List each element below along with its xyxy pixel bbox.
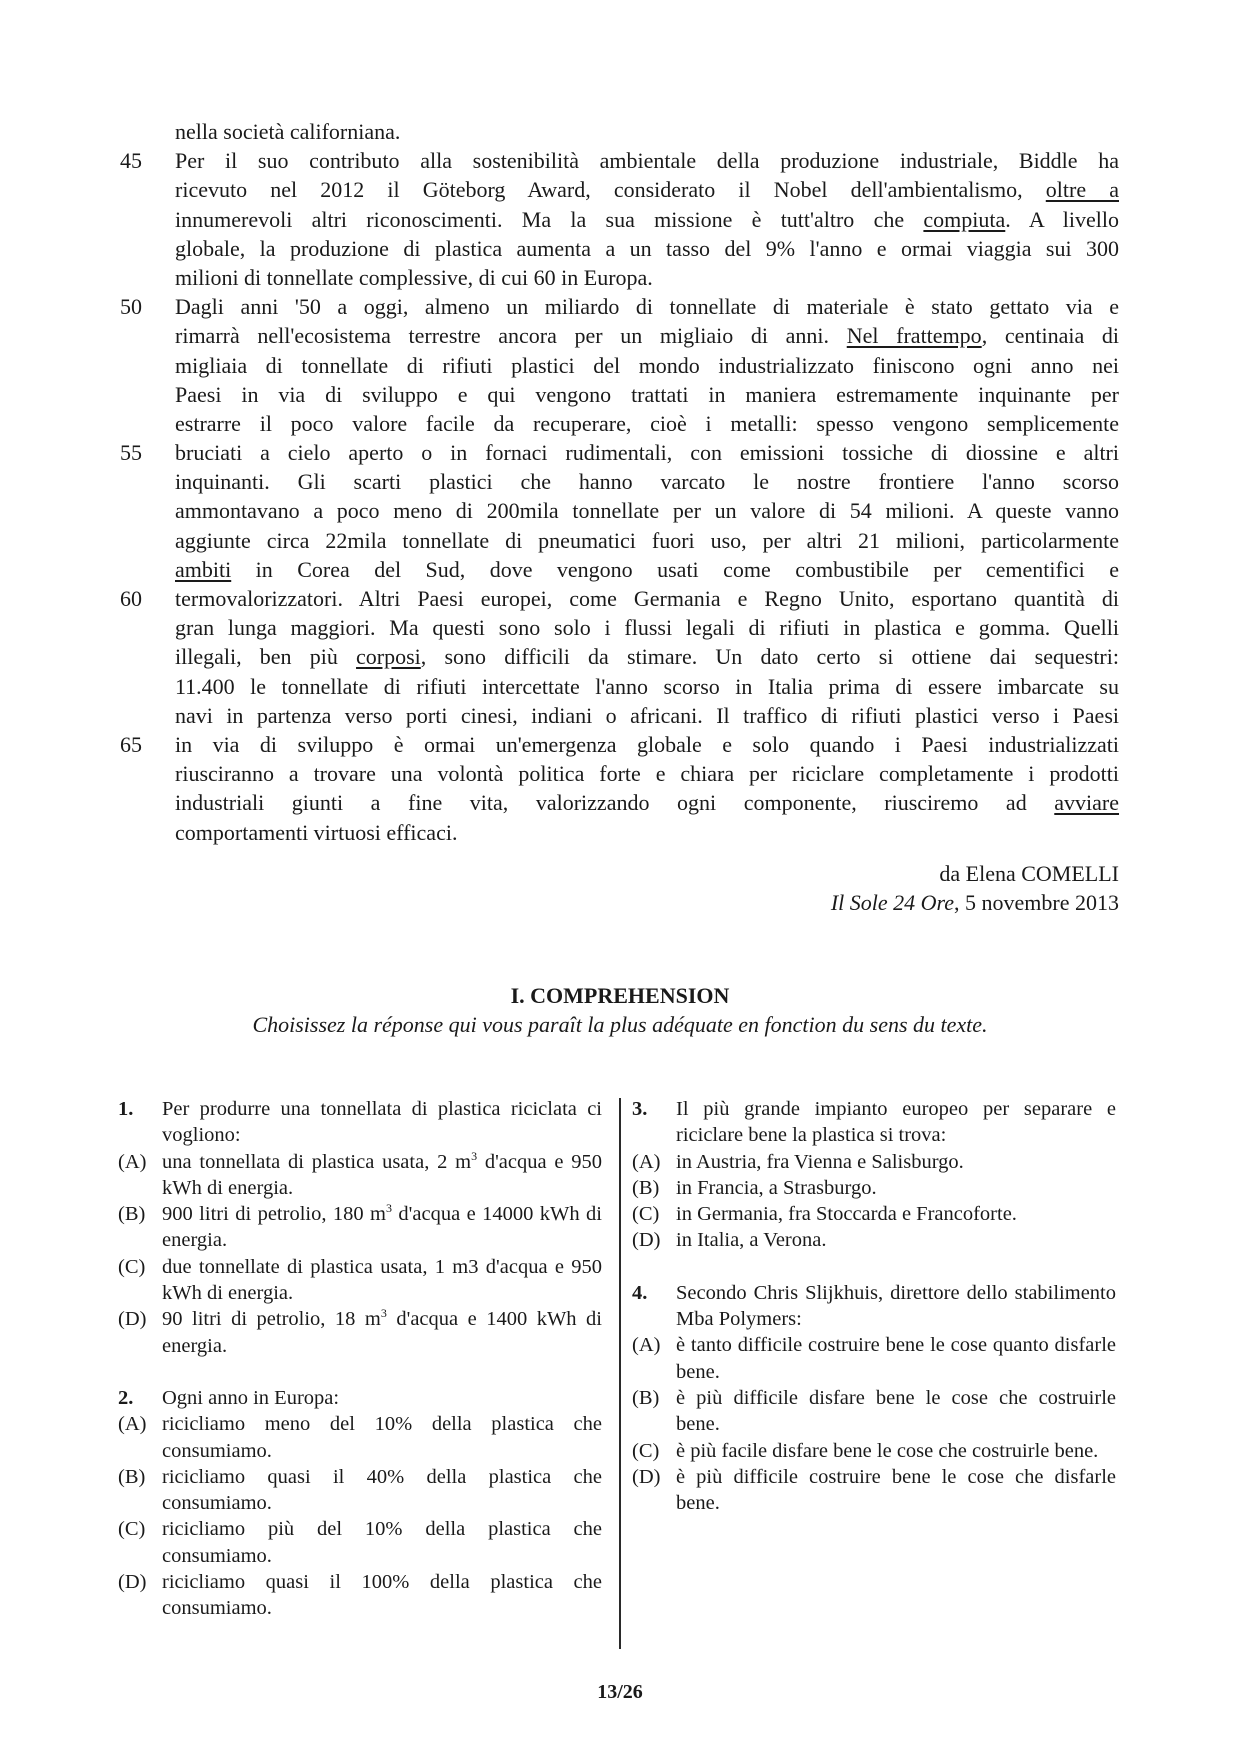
passage-line xyxy=(120,205,1120,234)
line-text: inquinanti. Gli scarti plastici che hanno varcato le nostre frontiere l'anno scorso xyxy=(175,469,1119,495)
passage-line xyxy=(120,409,1120,438)
passage-line xyxy=(120,380,1120,409)
question-4 xyxy=(632,1280,1116,1517)
underlined-term: compiuta xyxy=(923,206,1006,232)
option-label: (C) xyxy=(118,1518,146,1541)
underlined-term: ambiti xyxy=(175,556,232,582)
option-label: (D) xyxy=(118,1571,147,1594)
question-number: 1. xyxy=(118,1098,134,1120)
passage-line xyxy=(120,351,1120,380)
line-text: riusciranno a trovare una volontà politica forte e chiara per riciclare completamente i prodotti xyxy=(175,761,1119,787)
passage-line xyxy=(120,613,1120,642)
passage-line xyxy=(120,584,1120,613)
line-text: estrarre il poco valore facile da recuperare, cioè i metalli: spesso vengono semplicemente xyxy=(175,410,1119,436)
answer-option[interactable]: (B) in Francia, a Strasburgo. xyxy=(632,1175,1116,1201)
answer-option[interactable]: (D) 90 litri di petrolio, 18 $m^3$ d'acqua e 1400 kWh di energia. xyxy=(118,1306,602,1359)
question-stem: 1. Per produrre una tonnellata di plastica riciclata ci vogliono: xyxy=(118,1096,602,1149)
option-label: (B) xyxy=(118,1203,146,1226)
line-number: 50 xyxy=(120,294,142,320)
passage-line xyxy=(120,672,1120,701)
passage-line xyxy=(120,759,1120,788)
passage-line xyxy=(120,730,1120,759)
line-text: comportamenti virtuosi efficaci. xyxy=(175,819,458,845)
line-text: 11.400 le tonnellate di rifiuti intercettate l'anno scorso in Italia prima di essere imbarcate su xyxy=(175,673,1119,699)
underlined-term: oltre a xyxy=(1045,177,1119,203)
questions-left-column xyxy=(118,1096,602,1648)
line-text: rimarrà nell'ecosistema terrestre ancora per un migliaio di anni. Nel frattempo, centinaia di xyxy=(175,323,1120,349)
answer-option[interactable]: (B) è più difficile disfare bene le cose che costruirle bene. xyxy=(632,1385,1116,1438)
option-label: (A) xyxy=(632,1150,661,1173)
line-text: gran lunga maggiori. Ma questi sono solo i flussi legali di rifiuti in plastica e gomma. Quelli xyxy=(175,615,1119,641)
passage-line xyxy=(120,467,1120,496)
option-label: (C) xyxy=(118,1255,146,1278)
underlined-term: Nel frattempo xyxy=(846,323,982,349)
line-text: navi in partenza verso porti cinesi, indiani o africani. Il traffico di rifiuti plastici verso i Paesi xyxy=(175,702,1119,728)
line-text: migliaia di tonnellate di rifiuti plastici del mondo industrializzato finiscono ogni anno nei xyxy=(175,352,1119,378)
line-text: Per il suo contributo alla sostenibilità ambientale della produzione industriale, Biddle ha xyxy=(175,148,1119,174)
question-2 xyxy=(118,1385,602,1622)
passage-line xyxy=(120,321,1120,350)
option-label: (B) xyxy=(632,1386,660,1409)
line-text: aggiunte circa 22mila tonnellate di pneumatici fuori uso, per altri 21 milioni, particolarmente xyxy=(175,527,1119,553)
section-title: I. COMPREHENSION xyxy=(510,983,730,1008)
answer-option[interactable]: (C) due tonnellate di plastica usata, 1 m3 d'acqua e 950 kWh di energia. xyxy=(118,1254,602,1307)
passage-line xyxy=(120,526,1120,555)
question-stem: 3. Il più grande impianto europeo per separare e riciclare bene la plastica si trova: xyxy=(632,1096,1116,1149)
option-label: (D) xyxy=(632,1465,661,1488)
answer-option[interactable]: (B) 900 litri di petrolio, 180 $m^3$ d'acqua e 14000 kWh di energia. xyxy=(118,1201,602,1254)
answer-option[interactable]: (A) in Austria, fra Vienna e Salisburgo. xyxy=(632,1149,1116,1175)
answer-option[interactable]: (A) una tonnellata di plastica usata, 2 $m^3$ d'acqua e 950 kWh di energia. xyxy=(118,1149,602,1202)
line-text: ammontavano a poco meno di 200mila tonnellate per un valore di 54 milioni. A queste vanno xyxy=(175,498,1119,524)
line-number: 60 xyxy=(120,586,142,611)
line-text: industriali giunti a fine vita, valorizzando ogni componente, riusciremo ad avviare xyxy=(175,790,1120,816)
option-label: (D) xyxy=(118,1308,147,1331)
answer-option[interactable]: (C) è più facile disfare bene le cose che costruirle bene. xyxy=(632,1438,1116,1464)
line-text: in via di sviluppo è ormai un'emergenza globale e solo quando i Paesi industrializzati xyxy=(175,731,1119,757)
line-text: Dagli anni '50 a oggi, almeno un miliardo di tonnellate di materiale è stato gettato via e xyxy=(175,294,1119,320)
answer-option[interactable]: (D) in Italia, a Verona. xyxy=(632,1227,1116,1253)
line-text: illegali, ben più corposi, sono difficili da stimare. Un dato certo si ottiene dai sequestri: xyxy=(175,644,1119,670)
line-text: milioni di tonnellate complessive, di cui 60 in Europa. xyxy=(175,264,653,290)
question-3 xyxy=(632,1096,1116,1254)
question-number: 2. xyxy=(118,1386,134,1409)
question-1 xyxy=(118,1096,602,1359)
line-text: globale, la produzione di plastica aumenta a un tasso del 9% l'anno e ormai viaggia sui 300 xyxy=(175,235,1119,261)
underlined-term: avviare xyxy=(1054,790,1120,816)
question-stem: 4. Secondo Chris Slijkhuis, direttore dello stabilimento Mba Polymers: xyxy=(632,1280,1116,1333)
passage-line xyxy=(120,146,1120,175)
section-instructions: Choisissez la réponse qui vous paraît la plus adéquate en fonction du sens du texte. xyxy=(252,1012,988,1037)
source-title: Il Sole 24 Ore xyxy=(830,890,955,915)
option-label: (B) xyxy=(118,1465,146,1488)
line-number: 55 xyxy=(120,440,142,466)
answer-option[interactable]: (B) ricicliamo quasi il 40% della plastica che consumiamo. xyxy=(118,1464,602,1517)
option-label: (C) xyxy=(632,1439,660,1462)
option-label: (B) xyxy=(632,1176,660,1199)
column-divider xyxy=(619,1098,621,1649)
question-number: 4. xyxy=(632,1281,648,1304)
question-stem: 2. Ogni anno in Europa: xyxy=(118,1385,602,1411)
passage-line xyxy=(120,818,1120,847)
line-number: 45 xyxy=(120,148,142,174)
line-text: Paesi in via di sviluppo e qui vengono trattati in maniera estremamente inquinante per xyxy=(175,381,1119,407)
line-text: ambiti in Corea del Sud, dove vengono usati come combustibile per cementifici e xyxy=(175,556,1119,582)
page-number: 13/26 xyxy=(597,1681,643,1703)
answer-option[interactable]: (A) ricicliamo meno del 10% della plastica che consumiamo. xyxy=(118,1411,602,1464)
passage-line xyxy=(120,701,1120,730)
answer-option[interactable]: (C) ricicliamo più del 10% della plastica che consumiamo. xyxy=(118,1516,602,1569)
option-label: (A) xyxy=(118,1150,147,1173)
source-date: , 5 novembre 2013 xyxy=(954,890,1119,915)
answer-option[interactable]: (A) è tanto difficile costruire bene le cose quanto disfarle bene. xyxy=(632,1332,1116,1385)
line-text: nella società californiana. xyxy=(175,119,401,144)
line-text: ricevuto nel 2012 il Göteborg Award, considerato il Nobel dell'ambientalismo, oltre a xyxy=(175,177,1119,203)
passage-line xyxy=(120,117,1120,146)
article-author: da Elena COMELLI xyxy=(939,861,1119,886)
passage-line xyxy=(120,234,1120,263)
line-text: innumerevoli altri riconoscimenti. Ma la sua missione è tutt'altro che compiuta. A livello xyxy=(175,206,1120,232)
passage xyxy=(120,117,1120,847)
passage-line xyxy=(120,555,1120,584)
option-label: (A) xyxy=(632,1334,661,1357)
answer-option[interactable]: (C) in Germania, fra Stoccarda e Francoforte. xyxy=(632,1201,1116,1227)
passage-line xyxy=(120,438,1120,467)
line-number: 65 xyxy=(120,731,142,757)
article-source xyxy=(831,890,1119,916)
question-number: 3. xyxy=(632,1098,648,1120)
answer-option[interactable]: (D) ricicliamo quasi il 100% della plastica che consumiamo. xyxy=(118,1569,602,1622)
line-text: termovalorizzatori. Altri Paesi europei, come Germania e Regno Unito, esportano quantità di xyxy=(175,586,1119,611)
passage-line xyxy=(120,788,1120,817)
passage-line xyxy=(120,263,1120,292)
underlined-term: corposi xyxy=(356,644,421,670)
passage-line xyxy=(120,496,1120,525)
option-label: (C) xyxy=(632,1203,660,1226)
questions-right-column xyxy=(632,1096,1116,1542)
passage-line xyxy=(120,292,1120,321)
line-text: bruciati a cielo aperto o in fornaci rudimentali, con emissioni tossiche di diossine e altri xyxy=(175,440,1119,466)
passage-line xyxy=(120,642,1120,671)
answer-option[interactable]: (D) è più difficile costruire bene le cose che disfarle bene. xyxy=(632,1464,1116,1517)
option-label: (D) xyxy=(632,1229,661,1252)
passage-line xyxy=(120,175,1120,204)
option-label: (A) xyxy=(118,1413,147,1436)
